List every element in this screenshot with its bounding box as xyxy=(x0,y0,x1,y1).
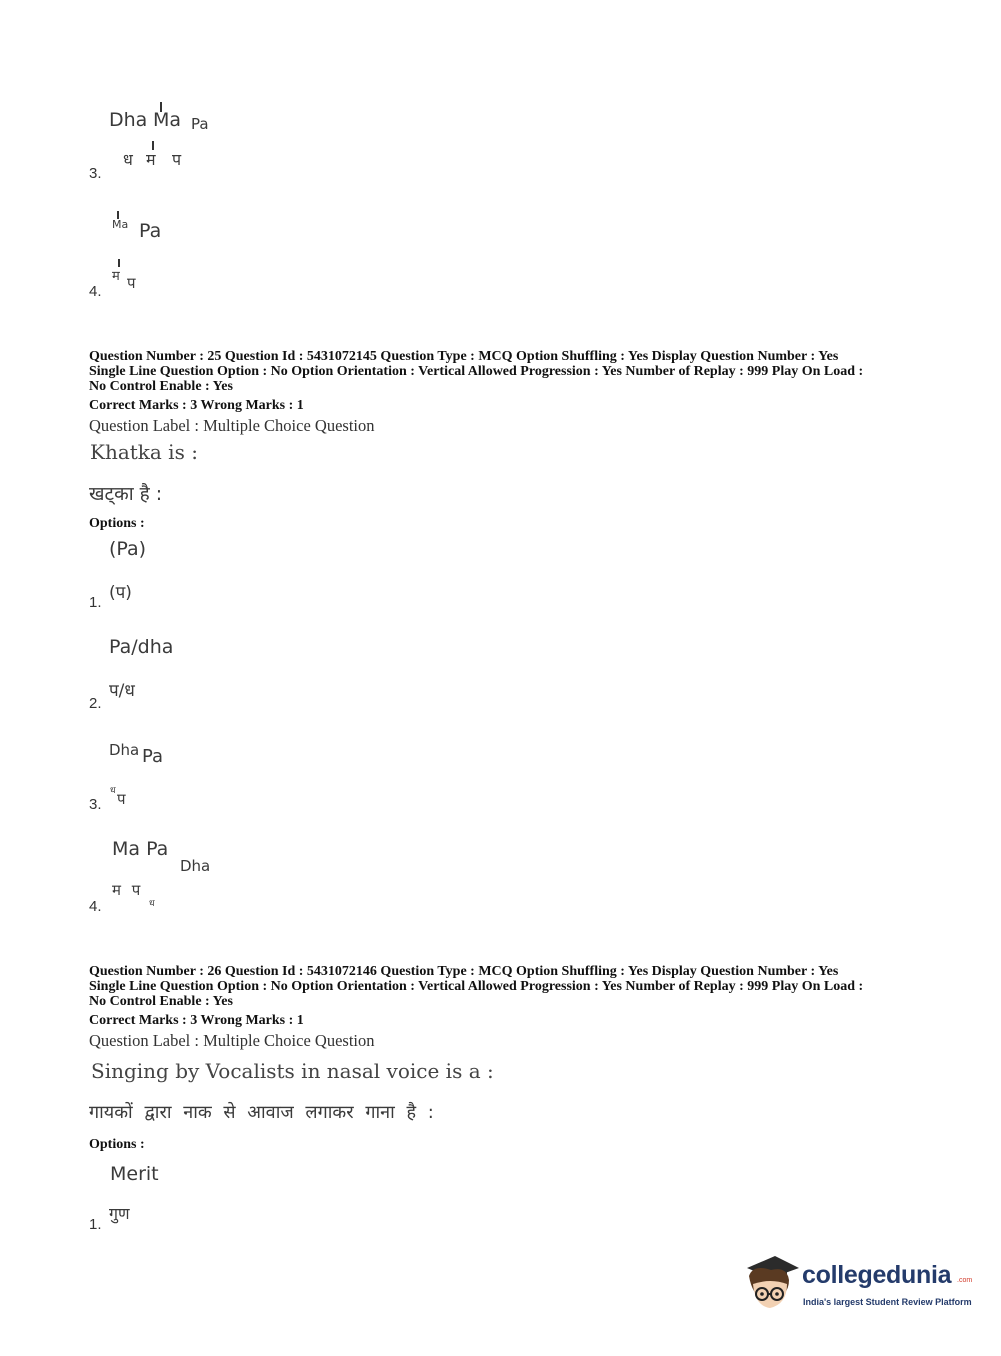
option-text-en: Ma xyxy=(112,218,129,231)
option-text-hi: गुण xyxy=(109,1204,130,1223)
collegedunia-logo xyxy=(741,1250,971,1316)
brand-tagline: India's largest Student Review Platform xyxy=(803,1297,972,1307)
question-meta xyxy=(89,964,919,1009)
option-text-hi: ध xyxy=(110,786,116,796)
option-text-hi: म प xyxy=(112,881,141,899)
meta-line: Single Line Question Option : No Option Orientation : Vertical Allowed Progression : Yes Number of Replay : 999 Play On Load : xyxy=(89,364,864,379)
question-label: Question Label : Multiple Choice Question xyxy=(89,1031,375,1050)
meta-line: Question Number : 26 Question Id : 5431072146 Question Type : MCQ Option Shuffling : Yes Display Question Number : Yes xyxy=(89,964,839,979)
brand-suffix: .com xyxy=(957,1277,973,1284)
options-heading: Options : xyxy=(89,516,145,531)
question-label: Question Label : Multiple Choice Question xyxy=(89,416,375,435)
option-text-en: Ma Pa xyxy=(112,838,169,860)
option-text-en: (Pa) xyxy=(109,538,147,560)
option-text-hi: म xyxy=(112,269,120,284)
option-number: 2. xyxy=(89,695,102,712)
option-text-hi: प xyxy=(127,274,136,292)
meta-line: No Control Enable : Yes xyxy=(89,994,233,1009)
question-meta xyxy=(89,349,919,394)
question-text-hi: गायकों द्वारा नाक से आवाज लगाकर गाना है : xyxy=(89,1102,434,1123)
option-number: 1. xyxy=(89,1216,102,1233)
marks-line: Correct Marks : 3 Wrong Marks : 1 xyxy=(89,398,304,413)
meta-line: Question Number : 25 Question Id : 5431072145 Question Type : MCQ Option Shuffling : Yes Display Question Number : Yes xyxy=(89,349,839,364)
option-text-hi: प xyxy=(117,790,126,808)
marks-line: Correct Marks : 3 Wrong Marks : 1 xyxy=(89,1013,304,1028)
option-text-en: Dha xyxy=(180,857,211,875)
question-text-en: Khatka is : xyxy=(90,440,198,464)
option-text-hi: प/ध xyxy=(109,681,135,701)
option-number: 4. xyxy=(89,898,102,915)
brand-name: collegedunia xyxy=(802,1261,952,1289)
options-heading: Options : xyxy=(89,1137,145,1152)
option-text-hi: ध xyxy=(149,899,155,909)
mascot-icon xyxy=(741,1250,803,1312)
question-text-hi: खट्का है : xyxy=(89,483,163,505)
option-text-en: Dha xyxy=(109,741,140,759)
option-number: 4. xyxy=(89,283,102,300)
option-text-en: Pa xyxy=(142,746,164,767)
meta-line: Single Line Question Option : No Option Orientation : Vertical Allowed Progression : Yes Number of Replay : 999 Play On Load : xyxy=(89,979,864,994)
option-text-hi: प xyxy=(172,150,182,169)
option-text-en: Ma xyxy=(153,109,182,131)
option-number: 3. xyxy=(89,796,102,813)
option-number: 1. xyxy=(89,594,102,611)
option-text-hi: (प) xyxy=(109,583,132,603)
option-text-hi: ध xyxy=(123,150,133,169)
option-text-en: Merit xyxy=(110,1163,159,1185)
option-text-en: Pa xyxy=(139,220,162,242)
meta-line: No Control Enable : Yes xyxy=(89,379,233,394)
question-text-en: Singing by Vocalists in nasal voice is a : xyxy=(91,1059,494,1083)
option-text-hi: म xyxy=(146,150,156,169)
option-text-en: Pa/dha xyxy=(109,636,174,658)
option-text-en: Pa xyxy=(191,115,209,133)
option-number: 3. xyxy=(89,165,102,182)
option-text-en: Dha xyxy=(109,109,148,131)
